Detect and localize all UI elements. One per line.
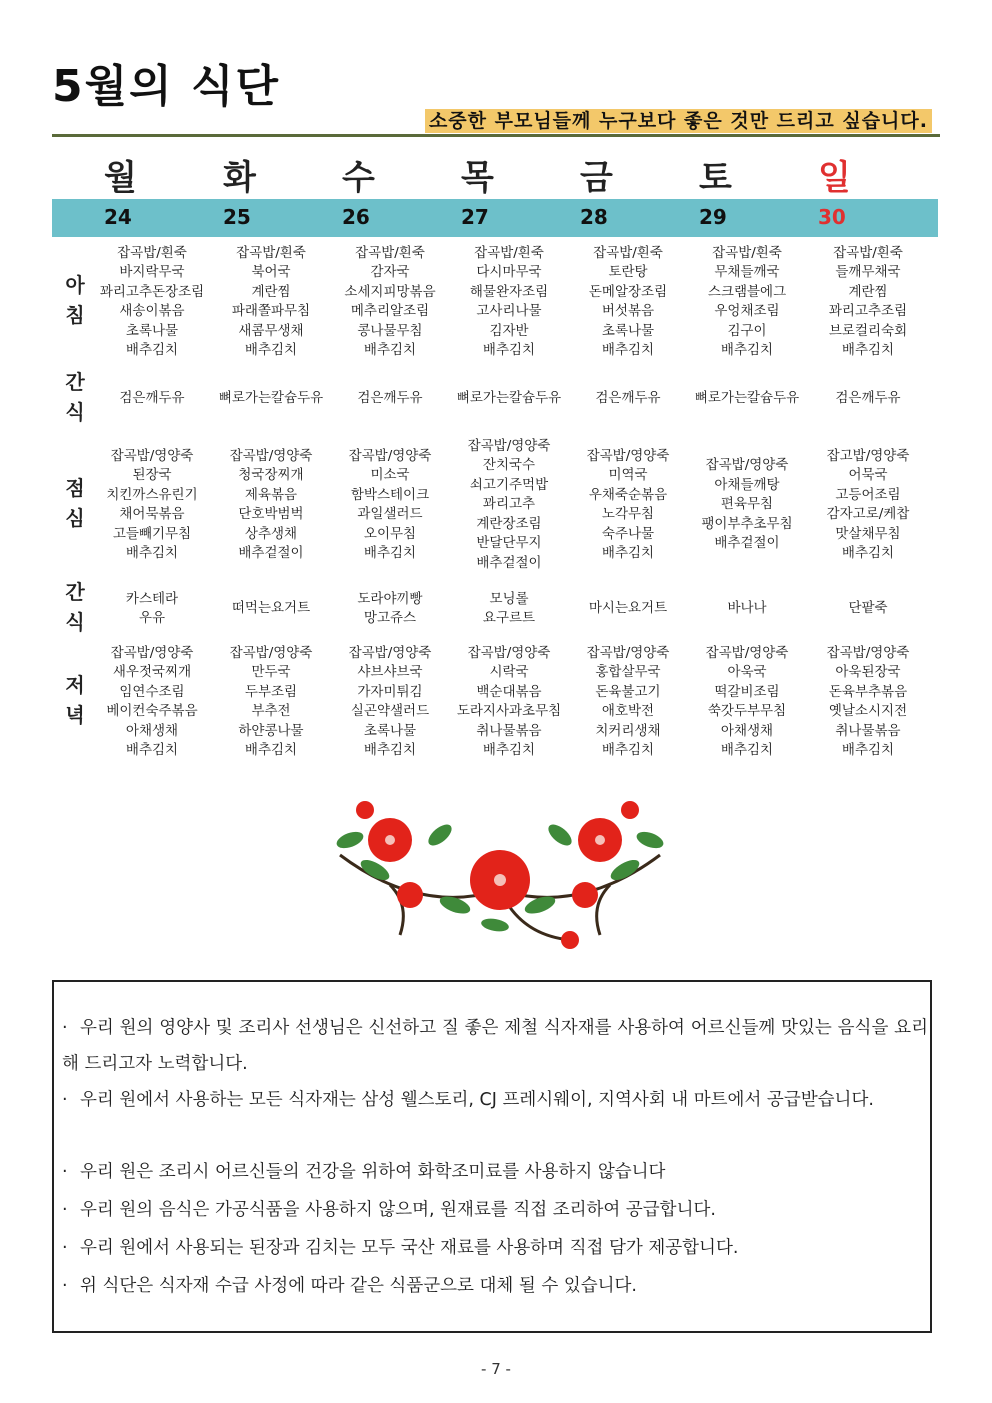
menu-item: 베이컨숙주볶음 (106, 703, 198, 719)
weekday-header (52, 150, 938, 198)
menu-item: 잡곡밥/흰죽 (355, 244, 425, 261)
menu-item: 쇠고기주먹밥 (469, 476, 549, 493)
menu-item: 잡곡밥/영양죽 (586, 644, 670, 661)
menu-item: 도라지사과초무침 (456, 703, 562, 719)
menu-cell-thu (450, 238, 568, 366)
page-number: - 7 - (481, 1360, 511, 1378)
meal-label: 간 식 (65, 580, 85, 634)
menu-item: 검은깨두유 (835, 390, 901, 407)
menu-item: 제육볶음 (244, 486, 298, 503)
menu-item: 우채죽순볶음 (588, 486, 668, 503)
menu-item: 카스테라 (125, 590, 179, 607)
menu-item: 새콤무생채 (238, 322, 304, 339)
menu-item: 소세지피망볶음 (344, 283, 436, 300)
day-sat: 토 (699, 158, 732, 198)
menu-item: 들깨무채국 (835, 264, 901, 280)
menu-item: 배추겉절이 (714, 535, 780, 552)
menu-item: 옛날소시지전 (828, 703, 908, 719)
menu-item: 잡곡밥/영양죽 (467, 437, 551, 454)
menu-item: 꽈리고추조림 (828, 303, 908, 319)
menu-item: 돈메알장조림 (588, 283, 668, 300)
menu-item: 치커리생채 (595, 722, 661, 739)
menu-item: 버섯볶음 (601, 303, 655, 319)
meal-label: 간 식 (65, 370, 85, 424)
date-mon: 24 (104, 205, 132, 229)
menu-item: 배추겉절이 (476, 554, 542, 571)
menu-cell-fri (569, 432, 687, 578)
page-subtitle: 소중한 부모님들께 누구보다 좋은 것만 드리고 싶습니다. (425, 109, 932, 133)
menu-cell-mon (93, 432, 211, 578)
meal-row (52, 640, 938, 764)
menu-item: 아채들깨탕 (714, 476, 780, 493)
menu-item: 가자미튀김 (357, 683, 423, 700)
menu-item: 잡곡밥/영양죽 (229, 644, 313, 661)
menu-cell-wed (331, 238, 449, 366)
notice-item: · 위 식단은 식자재 수급 사정에 따라 같은 식품군으로 대체 될 수 있습니다. (62, 1276, 637, 1296)
menu-item: 뼈로가는칼슘두유 (456, 390, 562, 407)
menu-item: 잡곡밥/흰죽 (474, 244, 544, 261)
menu-item: 배추김치 (720, 742, 774, 758)
menu-item: 김구이 (727, 322, 767, 339)
menu-item: 반달단무지 (476, 535, 542, 552)
menu-item: 배추김치 (244, 342, 298, 358)
menu-cell-tue (212, 432, 330, 578)
menu-cell-sat (688, 640, 806, 764)
menu-item: 계란찜 (251, 283, 291, 300)
menu-item: 고들빼기무침 (112, 525, 192, 542)
menu-item: 배추겉절이 (238, 545, 304, 561)
menu-item: 아채생채 (720, 722, 774, 739)
menu-item: 미역국 (608, 467, 648, 483)
menu-cell-fri (569, 366, 687, 432)
day-tue: 화 (223, 158, 256, 198)
menu-cell-sun (809, 640, 927, 764)
menu-item: 맛살채무침 (835, 525, 901, 542)
menu-item: 잡곡밥/영양죽 (348, 644, 432, 661)
day-wed: 수 (342, 158, 375, 198)
menu-cell-sat (688, 366, 806, 432)
menu-item: 배추김치 (841, 742, 895, 758)
menu-item: 잡곡밥/영양죽 (348, 447, 432, 464)
date-fri: 28 (580, 205, 608, 229)
menu-item: 두부조림 (244, 683, 298, 700)
menu-item: 잡곡밥/영양죽 (110, 447, 194, 464)
menu-cell-tue (212, 578, 330, 640)
menu-cell-sat (688, 578, 806, 640)
menu-item: 채어묵볶음 (119, 506, 185, 522)
date-thu: 27 (461, 205, 489, 229)
date-tue: 25 (223, 205, 251, 229)
menu-item: 고사리나물 (476, 303, 542, 319)
menu-item: 잡곡밥/영양죽 (110, 644, 194, 661)
menu-cell-sun (809, 366, 927, 432)
menu-cell-tue (212, 640, 330, 764)
menu-item: 바나나 (727, 600, 767, 617)
menu-item: 시락국 (489, 664, 529, 680)
menu-item: 배추김치 (482, 742, 536, 758)
menu-item: 돈육불고기 (595, 683, 661, 700)
menu-item: 김자반 (489, 322, 529, 339)
menu-item: 만두국 (251, 664, 291, 680)
menu-item: 잡곡밥/흰죽 (236, 244, 306, 261)
menu-item: 단팥죽 (848, 600, 888, 617)
menu-item: 잡곡밥/흰죽 (712, 244, 782, 261)
day-mon: 월 (104, 158, 137, 198)
menu-item: 토란탕 (608, 264, 648, 280)
menu-item: 망고쥬스 (363, 610, 417, 626)
menu-item: 아채생채 (125, 722, 179, 739)
menu-cell-mon (93, 238, 211, 366)
menu-item: 떡갈비조림 (714, 683, 780, 700)
notice-item: · 우리 원의 음식은 가공식품을 사용하지 않으며, 원재료를 직접 조리하여 공급합니다. (62, 1200, 716, 1220)
menu-cell-mon (93, 366, 211, 432)
menu-item: 된장국 (132, 467, 172, 483)
menu-item: 배추김치 (125, 342, 179, 358)
menu-item: 배추김치 (125, 742, 179, 758)
menu-item: 상추생채 (244, 525, 298, 542)
menu-cell-wed (331, 578, 449, 640)
menu-item: 검은깨두유 (357, 390, 423, 407)
meal-row (52, 578, 938, 640)
date-sun: 30 (818, 205, 846, 229)
menu-item: 바지락무국 (119, 264, 185, 280)
menu-cell-wed (331, 366, 449, 432)
menu-item: 고등어조림 (835, 486, 901, 503)
menu-item: 어묵국 (848, 467, 888, 483)
menu-item: 초록나물 (125, 322, 179, 339)
notice-item: · 우리 원은 조리시 어르신들의 건강을 위하여 화학조미료를 사용하지 않습니다 (62, 1162, 666, 1182)
menu-item: 미소국 (370, 467, 410, 483)
notice-item: · 우리 원에서 사용하는 모든 식자재는 삼성 웰스토리, CJ 프레시웨이, 지역사회 내 마트에서 공급받습니다. (62, 1090, 874, 1110)
menu-item: 아욱국 (727, 664, 767, 680)
menu-item: 노각무침 (601, 506, 655, 522)
day-fri: 금 (580, 158, 613, 198)
menu-item: 오이무침 (363, 525, 417, 542)
menu-item: 뼈로가는칼슘두유 (694, 390, 800, 407)
menu-item: 도라야끼빵 (357, 590, 423, 607)
menu-item: 배추김치 (363, 342, 417, 358)
menu-item: 새우젓국찌개 (112, 664, 192, 680)
menu-cell-tue (212, 238, 330, 366)
notice-box (52, 980, 932, 1333)
menu-item: 배추김치 (363, 545, 417, 561)
menu-cell-fri (569, 238, 687, 366)
menu-item: 계란찜 (848, 283, 888, 300)
menu-item: 잡곡밥/영양죽 (586, 447, 670, 464)
meal-row (52, 432, 938, 578)
menu-cell-wed (331, 640, 449, 764)
menu-item: 무채들깨국 (714, 264, 780, 280)
menu-item: 배추김치 (601, 742, 655, 758)
menu-item: 브로컬리숙회 (828, 322, 908, 339)
menu-item: 콩나물무침 (357, 322, 423, 339)
menu-item: 새송이볶음 (119, 303, 185, 319)
menu-item: 애호박전 (601, 703, 655, 719)
menu-item: 잡곡밥/영양죽 (229, 447, 313, 464)
meal-label: 점 심 (65, 476, 85, 530)
menu-item: 배추김치 (244, 742, 298, 758)
notice-item: · 우리 원의 영양사 및 조리사 선생님은 신선하고 질 좋은 제철 식자재를 사용하여 어르신들께 맛있는 음식을 요리해 드리고자 노력합니다. (62, 1018, 928, 1074)
menu-item: 샤브샤브국 (357, 664, 423, 680)
camellia-illustration (330, 795, 670, 955)
menu-item: 부추전 (251, 703, 291, 719)
menu-item: 마시는요거트 (588, 600, 668, 617)
menu-item: 메추리알조림 (350, 303, 430, 319)
menu-item: 잡곡밥/영양죽 (467, 644, 551, 661)
menu-item: 꽈리고추 (482, 496, 536, 513)
menu-item: 배추김치 (841, 545, 895, 561)
menu-item: 취나물볶음 (476, 722, 542, 739)
menu-item: 청국장찌개 (238, 467, 304, 483)
menu-item: 배추김치 (125, 545, 179, 561)
menu-item: 뼈로가는칼슘두유 (218, 390, 324, 407)
menu-item: 다시마무국 (476, 264, 542, 280)
menu-item: 배추김치 (363, 742, 417, 758)
menu-item: 홍합살무국 (595, 664, 661, 680)
menu-item: 요구르트 (482, 610, 536, 626)
menu-item: 꽈리고추돈장조림 (99, 283, 205, 300)
menu-cell-mon (93, 578, 211, 640)
menu-item: 취나물볶음 (835, 722, 901, 739)
menu-item: 잡고밥/영양죽 (826, 447, 910, 464)
menu-cell-sat (688, 432, 806, 578)
menu-cell-tue (212, 366, 330, 432)
meal-row (52, 238, 938, 366)
menu-cell-sun (809, 578, 927, 640)
menu-item: 해물완자조림 (469, 283, 549, 300)
menu-item: 초록나물 (363, 722, 417, 739)
menu-item: 실곤약샐러드 (350, 703, 430, 719)
meal-label: 아 침 (65, 273, 85, 327)
menu-item: 과일샐러드 (357, 506, 423, 522)
menu-cell-wed (331, 432, 449, 578)
menu-item: 단호박범벅 (238, 506, 304, 522)
menu-cell-thu (450, 366, 568, 432)
menu-cell-sun (809, 432, 927, 578)
notice-item: · 우리 원에서 사용되는 된장과 김치는 모두 국산 재료를 사용하며 직접 담가 제공합니다. (62, 1238, 739, 1258)
day-thu: 목 (461, 158, 494, 198)
menu-cell-sat (688, 238, 806, 366)
menu-item: 팽이부추초무침 (701, 515, 793, 532)
menu-item: 배추김치 (482, 342, 536, 358)
menu-item: 계란장조림 (476, 515, 542, 532)
menu-item: 스크램블에그 (707, 283, 787, 300)
menu-item: 배추김치 (720, 342, 774, 358)
menu-item: 배추김치 (601, 545, 655, 561)
title-divider (52, 134, 940, 137)
meal-label: 저 녁 (65, 673, 85, 727)
menu-item: 잡곡밥/영양죽 (826, 644, 910, 661)
menu-item: 우유 (138, 610, 166, 626)
menu-item: 우엉채조림 (714, 303, 780, 319)
menu-item: 백순대볶음 (476, 683, 542, 700)
menu-item: 잡곡밥/흰죽 (833, 244, 903, 261)
menu-cell-thu (450, 640, 568, 764)
menu-item: 북어국 (251, 264, 291, 280)
meal-row (52, 366, 938, 432)
menu-item: 초록나물 (601, 322, 655, 339)
menu-item: 배추김치 (601, 342, 655, 358)
menu-item: 편육무침 (720, 496, 774, 513)
menu-cell-fri (569, 578, 687, 640)
menu-item: 잔치국수 (482, 457, 536, 474)
menu-cell-mon (93, 640, 211, 764)
menu-item: 감자국 (370, 264, 410, 280)
menu-item: 파래쫄파무침 (231, 303, 311, 319)
menu-cell-thu (450, 578, 568, 640)
menu-item: 떠먹는요거트 (231, 600, 311, 617)
page-title: 5월의 식단 (52, 61, 280, 112)
menu-cell-sun (809, 238, 927, 366)
menu-cell-fri (569, 640, 687, 764)
menu-item: 모닝롤 (489, 590, 529, 607)
date-sat: 29 (699, 205, 727, 229)
menu-item: 아욱된장국 (835, 664, 901, 680)
day-sun: 일 (818, 158, 851, 198)
menu-item: 잡곡밥/흰죽 (593, 244, 663, 261)
menu-item: 쑥갓두부무침 (707, 703, 787, 719)
date-wed: 26 (342, 205, 370, 229)
menu-item: 잡곡밥/흰죽 (117, 244, 187, 261)
menu-item: 숙주나물 (601, 525, 655, 542)
menu-item: 잡곡밥/영양죽 (705, 457, 789, 474)
menu-item: 치킨까스유린기 (106, 486, 198, 503)
date-bar (52, 199, 938, 237)
menu-cell-thu (450, 432, 568, 578)
menu-item: 함박스테이크 (350, 486, 430, 503)
menu-item: 감자고로/케찹 (826, 506, 910, 522)
menu-item: 하얀콩나물 (238, 722, 304, 739)
menu-item: 배추김치 (841, 342, 895, 358)
menu-item: 검은깨두유 (595, 390, 661, 407)
menu-item: 임연수조림 (119, 683, 185, 700)
menu-item: 잡곡밥/영양죽 (705, 644, 789, 661)
menu-item: 검은깨두유 (119, 390, 185, 407)
menu-item: 돈육부추볶음 (828, 683, 908, 700)
